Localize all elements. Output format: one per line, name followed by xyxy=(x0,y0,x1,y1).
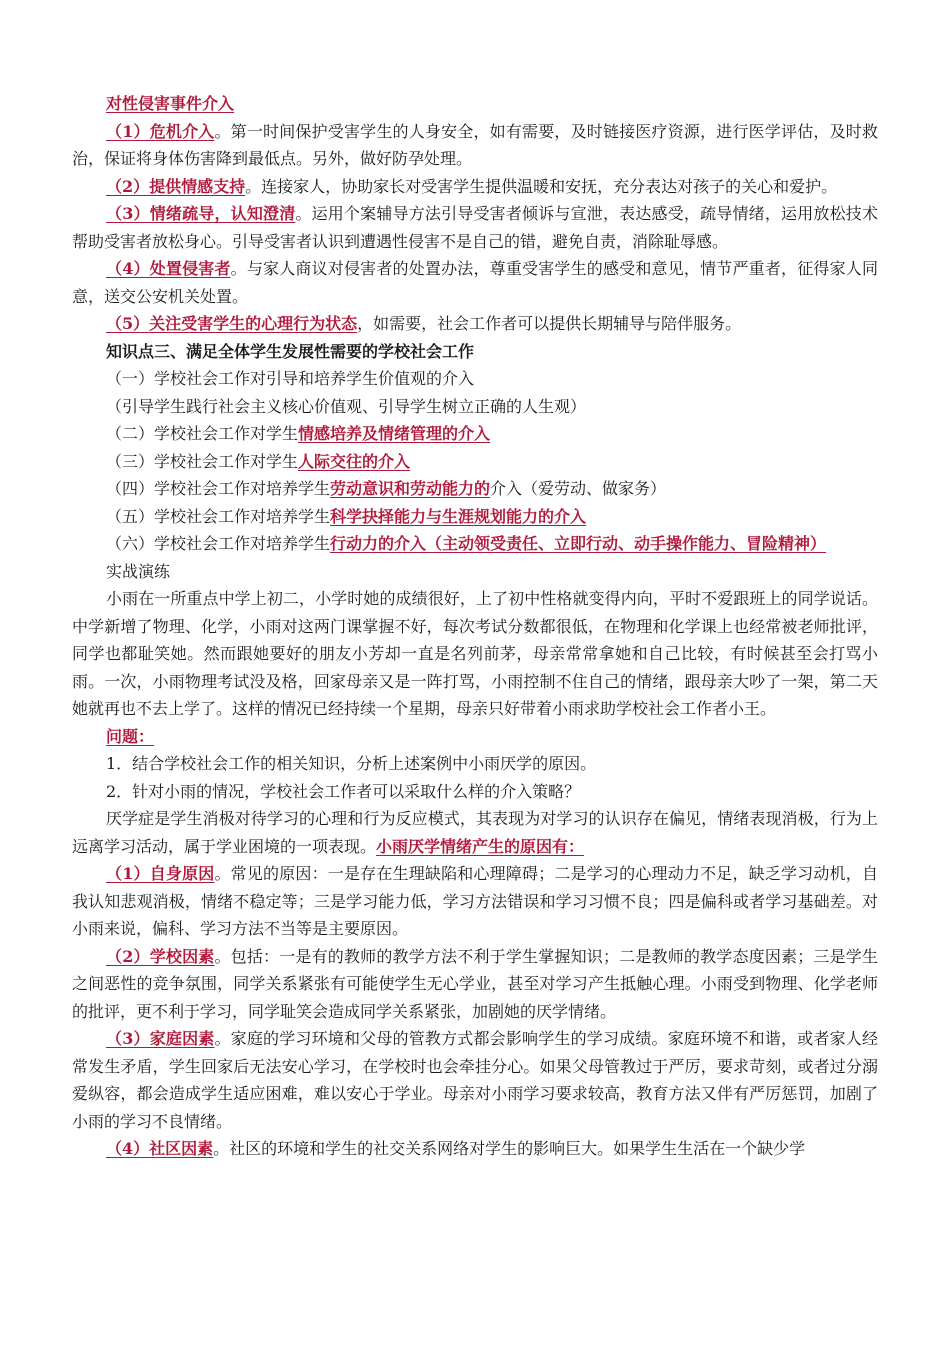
dev-item-pre: （三）学校社会工作对学生 xyxy=(106,451,299,471)
question-1: 1．结合学校社会工作的相关知识，分析上述案例中小雨厌学的原因。 xyxy=(106,754,597,773)
item-text: 。与家人商议对侵害者的处置办法，尊重受害学生的感受和意见，情节严重者，征得家人同意，送交公安机关处置。 xyxy=(72,259,878,306)
cause-item-3 xyxy=(72,1025,878,1135)
dev-item-1-note xyxy=(72,393,878,421)
question-2: 2．针对小雨的情况，学校社会工作者可以采取什么样的介入策略？ xyxy=(106,781,581,801)
cause-item-4 xyxy=(72,1135,878,1163)
item-label: （4）处置侵害者 xyxy=(106,259,231,278)
dev-item-pre: （四）学校社会工作对培养学生 xyxy=(106,479,331,498)
dev-item-pre: （二）学校社会工作对学生 xyxy=(106,424,299,443)
cause-item-1 xyxy=(72,860,878,943)
dev-item-highlight: 劳动意识和劳动能力的 xyxy=(330,479,491,498)
item-label: （5）关注受害学生的心理行为状态 xyxy=(106,314,358,333)
dev-item-highlight: 科学抉择能力与生涯规划能力的介入 xyxy=(330,506,587,526)
cause-label: （1）自身原因 xyxy=(106,864,215,883)
practice-heading: 实战演练 xyxy=(106,561,171,581)
item-label: （3）情绪疏导，认知澄清 xyxy=(106,204,296,223)
cause-item-2 xyxy=(72,943,878,1026)
cause-text: 。包括：一是有的教师的教学方法不利于学生掌握知识；二是教师的教学态度因素；三是学生之间恶性的竞争氛围，同学关系紧张有可能使学生无心学业，甚至对学习产生抵触心理。小雨受到物理、化学老师的批评，更不利于学习，同学耻笑会造成同学关系紧张，加剧她的厌学情绪。 xyxy=(72,946,878,1021)
answer-intro xyxy=(72,805,878,860)
dev-item-4 xyxy=(72,475,878,503)
cause-label: （2）学校因素 xyxy=(106,946,215,966)
item-text: 。运用个案辅导方法引导受害者倾诉与宣泄，表达感受，疏导情绪，运用放松技术帮助受害者放松身心。引导受害者认识到遭遇性侵害不是自己的错，避免自责，消除耻辱感。 xyxy=(72,204,878,251)
intervention-item-1 xyxy=(72,118,878,173)
dev-item-3 xyxy=(72,448,878,476)
section-title-sexual-assault xyxy=(72,90,878,118)
item-label: （2）提供情感支持 xyxy=(106,176,246,196)
question-label-line xyxy=(72,723,878,751)
intervention-item-3 xyxy=(72,200,878,255)
dev-item-pre: （一）学校社会工作对引导和培养学生价值观的介入 xyxy=(106,369,475,388)
knowledge-point-heading: 知识点三、满足全体学生发展性需要的学校社会工作 xyxy=(106,341,475,361)
item-text: 。连接家人，协助家长对受害学生提供温暖和安抚，充分表达对孩子的关心和爱护。 xyxy=(245,176,838,196)
dev-item-pre: （五）学校社会工作对培养学生 xyxy=(106,506,331,526)
dev-item-6 xyxy=(72,530,878,558)
dev-item-pre: （引导学生践行社会主义核心价值观、引导学生树立正确的人生观） xyxy=(106,396,587,416)
item-text: ，如需要，社会工作者可以提供长期辅导与陪伴服务。 xyxy=(357,314,742,333)
dev-item-1 xyxy=(72,365,878,393)
intervention-item-5 xyxy=(72,310,878,338)
dev-item-highlight: 行动力的介入（主动领受责任、立即行动、动手操作能力、冒险精神） xyxy=(330,534,827,553)
cause-text: 。社区的环境和学生的社交关系网络对学生的影响巨大。如果学生生活在一个缺少学 xyxy=(213,1139,806,1158)
cause-label: （4）社区因素 xyxy=(106,1139,214,1158)
cause-text: 。常见的原因：一是存在生理缺陷和心理障碍；二是学习的心理动力不足，缺乏学习动机，自我认知悲观消极，情绪不稳定等；三是学习能力低，学习方法错误和学习习惯不良；四是偏科或者学习基础差。对小雨来说，偏科、学习方法不当等是主要原因。 xyxy=(72,864,878,938)
dev-item-highlight: 情感培养及情绪管理的介入 xyxy=(298,424,491,443)
dev-item-pre: （六）学校社会工作对培养学生 xyxy=(106,534,331,553)
dev-item-post: 介入（爱劳动、做家务） xyxy=(490,479,667,498)
intervention-item-4 xyxy=(72,255,878,310)
dev-item-highlight: 人际交往的介入 xyxy=(298,451,411,471)
question-label: 问题： xyxy=(106,726,155,746)
cause-label: （3）家庭因素 xyxy=(106,1029,215,1048)
answer-intro-text: 厌学症是学生消极对待学习的心理和行为反应模式，其表现为对学习的认识存在偏见，情绪表现消极，行为上远离学习活动，属于学业困境的一项表现。 xyxy=(72,809,878,856)
item-text: 。第一时间保护受害学生的人身安全，如有需要，及时链接医疗资源，进行医学评估，及时救治，保证将身体伤害降到最低点。另外，做好防孕处理。 xyxy=(72,121,878,168)
item-label: （1）危机介入 xyxy=(106,121,215,141)
dev-item-2 xyxy=(72,420,878,448)
answer-intro-highlight: 小雨厌学情绪产生的原因有： xyxy=(376,836,585,856)
section-title-text: 对性侵害事件介入 xyxy=(106,94,235,113)
dev-item-5 xyxy=(72,503,878,531)
case-paragraph: 小雨在一所重点中学上初二，小学时她的成绩很好，上了初中性格就变得内向，平时不爱跟班上的同学说话。中学新增了物理、化学，小雨对这两门课掌握不好，每次考试分数都很低，在物理和化学课上也经常被老师批评，同学也都耻笑她。然而跟她要好的朋友小芳却一直是名列前茅，母亲常常拿她和自己比较，有时候甚至会打骂小雨。一次，小雨物理考试没及格，回家母亲又是一阵打骂，小雨控制不住自己的情绪，跟母亲大吵了一架，第二天她就再也不去上学了。这样的情况已经持续一个星期，母亲只好带着小雨求助学校社会工作者小王。 xyxy=(72,589,878,718)
intervention-item-2 xyxy=(72,173,878,201)
cause-text: 。家庭的学习环境和父母的管教方式都会影响学生的学习成绩。家庭环境不和谐，或者家人经常发生矛盾，学生回家后无法安心学习，在学校时也会牵挂分心。如果父母管教过于严厉，要求苛刻，或者过分溺爱纵容，都会造成学生适应困难，难以安心于学业。母亲对小雨学习要求较高，教育方法又伴有严厉惩罚，加剧了小雨的学习不良情绪。 xyxy=(72,1029,878,1131)
